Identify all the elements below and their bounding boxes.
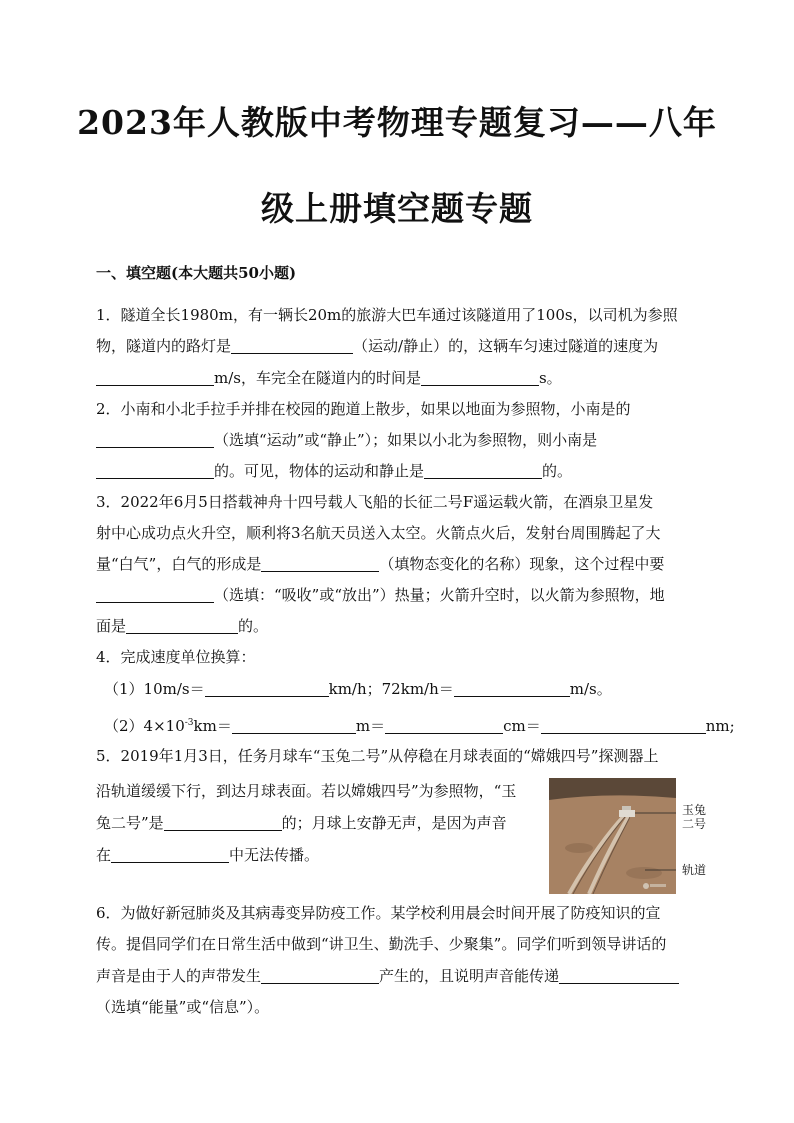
answer-blank[interactable] [559,968,679,984]
q6-line-3: 声音是由于人的声带发生 产生的，且说明声音能传递 [96,966,679,986]
q4-line-1: 4．完成速度单位换算： [96,648,256,666]
q2-line-3: 的。可见，物体的运动和静止是 的。 [96,461,572,481]
answer-blank[interactable] [424,463,542,479]
answer-blank[interactable] [385,718,503,734]
q3-line-5: 面是 的。 [96,617,269,635]
page-title-line-2: 级上册填空题专题 [261,189,533,228]
q1-line-2: 物，隧道内的路灯是 （运动/静止）的，这辆车匀速过隧道的速度为 [96,337,659,355]
q5-line-1: 5．2019年1月3日，任务月球车“玉兔二号”从停稳在月球表面的“嫦娥四号”探测器上 [96,747,659,765]
answer-blank[interactable] [126,618,238,634]
answer-blank[interactable] [164,815,282,831]
answer-blank[interactable] [96,370,214,386]
q2-line-1: 2．小南和小北手拉手并排在校园的跑道上散步，如果以地面为参照物，小南是的 [96,400,631,418]
answer-blank[interactable] [96,587,214,603]
section-heading: 一、填空题(本大题共50小题) [96,264,297,282]
q3-line-3: 量“白气”，白气的形成是 （填物态变化的名称）现象，这个过程中要 [96,555,665,573]
answer-blank[interactable] [454,681,570,697]
q6-line-4: （选填“能量”或“信息”）。 [96,998,270,1016]
q4-line-2: （1）10m/s＝ km/h；72km/h＝ m/s。 [104,680,612,698]
q5-line-2: 沿轨道缓缓下行，到达月球表面。若以嫦娥四号”为参照物，“玉 [96,782,517,800]
q5-line-3: 兔二号”是 的；月球上安静无声，是因为声音 [96,814,507,832]
page-title-line-1: 2023年人教版中考物理专题复习——八年 [77,103,717,142]
q3-line-2: 射中心成功点火升空，顺利将3名航天员送入太空。火箭点火后，发射台周围腾起了大 [96,524,661,542]
answer-blank[interactable] [111,847,229,863]
answer-blank[interactable] [231,338,353,354]
answer-blank[interactable] [96,432,214,448]
q6-line-1: 6．为做好新冠肺炎及其病毒变异防疫工作。某学校利用晨会时间开展了防疫知识的宣 [96,904,661,922]
answer-blank[interactable] [421,370,539,386]
moon-surface-illustration [549,778,676,894]
q5-line-4: 在 中无法传播。 [96,846,320,864]
answer-blank[interactable] [261,556,379,572]
answer-blank[interactable] [232,718,356,734]
q3-line-1: 3．2022年6月5日搭载神舟十四号载人飞船的长征二号F遥运载火箭，在酒泉卫星发 [96,493,654,511]
answer-blank[interactable] [96,463,214,479]
q1-line-3: m/s，车完全在隧道内的时间是 s。 [96,368,562,388]
answer-blank[interactable] [205,681,329,697]
q3-line-4: （选填：“吸收”或“放出”）热量；火箭升空时，以火箭为参照物，地 [96,585,665,605]
q2-line-2: （选填“运动”或“静止”）；如果以小北为参照物，则小南是 [96,430,597,450]
q1-line-1: 1．隧道全长1980m，有一辆长20m的旅游大巴车通过该隧道用了100s，以司机为参照 [96,306,678,324]
answer-blank[interactable] [541,718,706,734]
image-label-track: 轨道 [682,863,707,877]
q6-line-2: 传。提倡同学们在日常生活中做到“讲卫生、勤洗手、少聚集”。同学们听到领导讲话的 [96,935,667,953]
image-label-rover: 玉兔 二号 [682,803,707,831]
moon-rover-photo [549,778,676,894]
answer-blank[interactable] [261,968,379,984]
q4-line-3: $(2)4\times 10^{-3}km= m= cm=$ nm; [104,717,735,735]
